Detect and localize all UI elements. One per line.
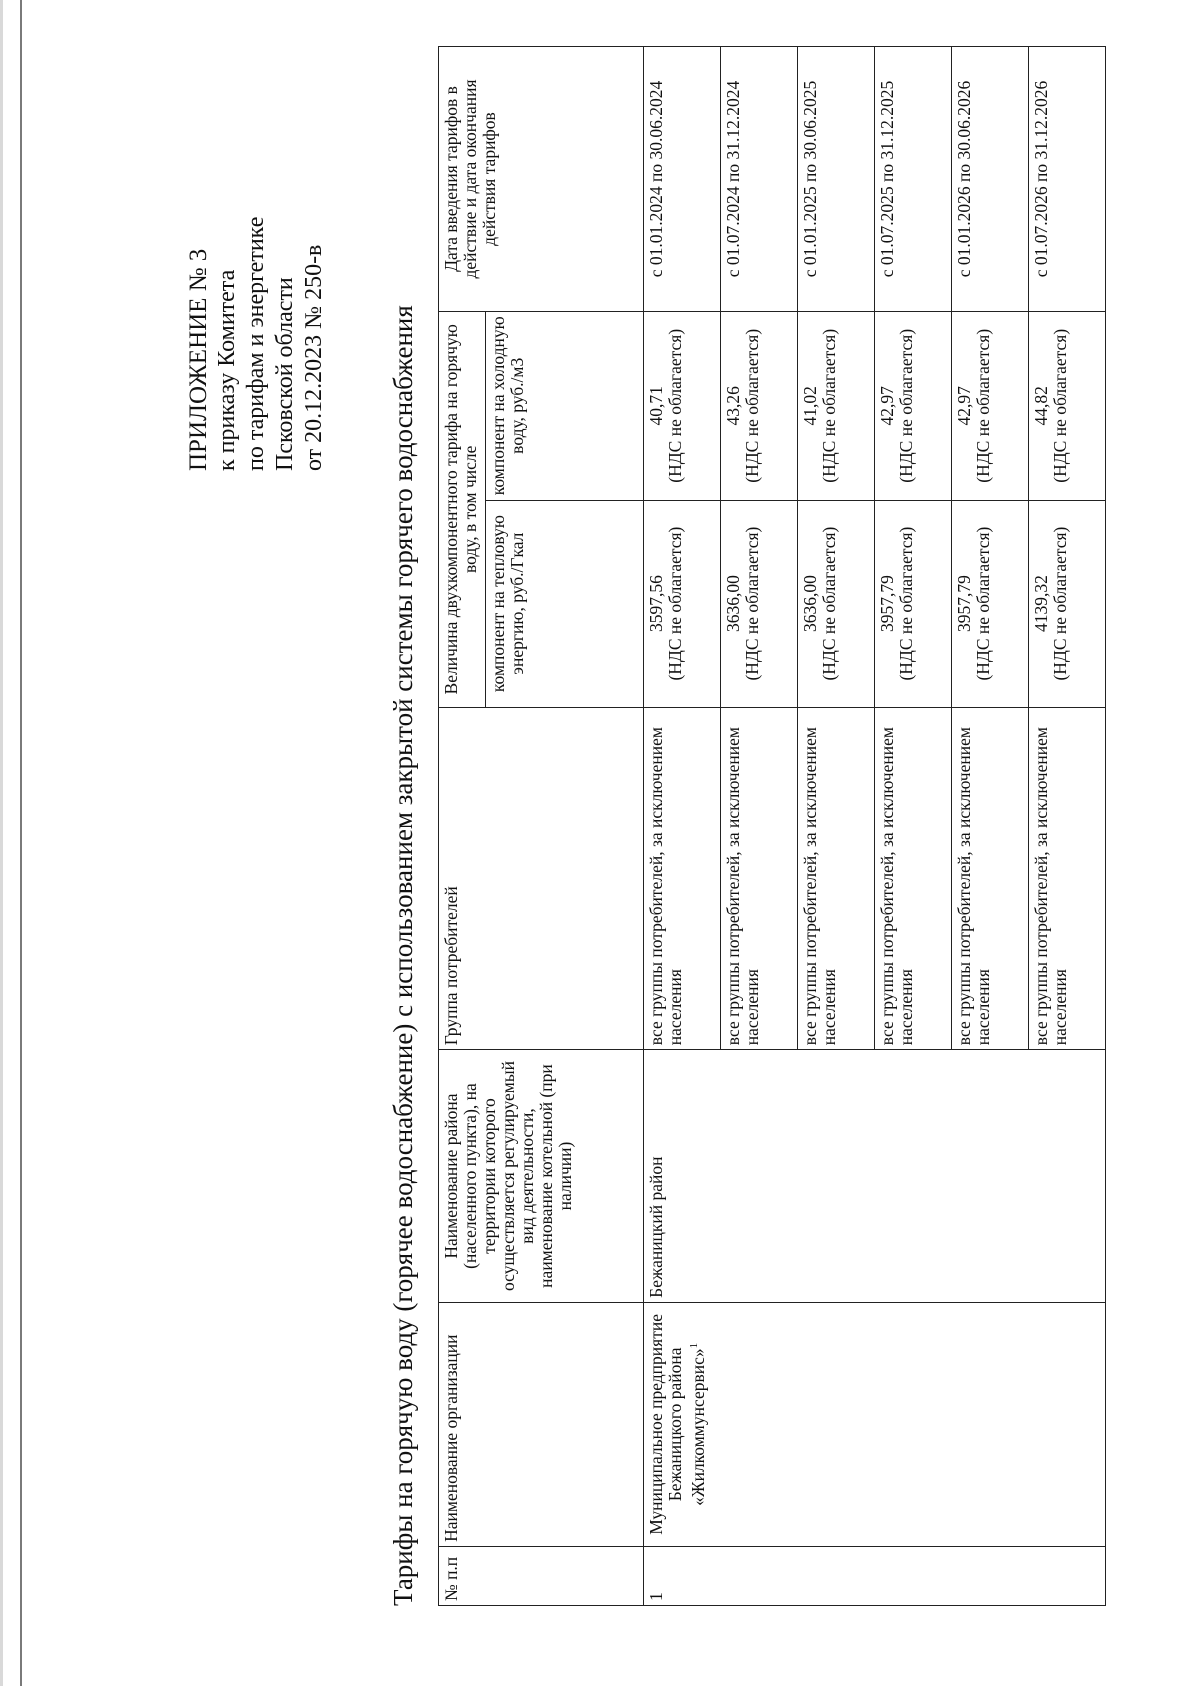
heat-vat: (НДС не облагается) xyxy=(896,526,916,681)
cell-group: все группы потребителей, за исключением населения xyxy=(798,707,875,1050)
heat-vat: (НДС не облагается) xyxy=(1050,526,1070,681)
cell-date: с 01.01.2026 по 30.06.2026 xyxy=(952,47,1029,312)
header-heat: компонент на тепловую энергию, руб./Гкал xyxy=(486,500,644,707)
cell-cold xyxy=(875,312,952,501)
cell-group: все группы потребителей, за исключением населения xyxy=(952,707,1029,1050)
cell-heat xyxy=(644,500,721,707)
appendix-line-4: Псковской области xyxy=(272,277,298,471)
document-title: Тарифы на горячую воду (горячее водоснабжение) с использованием закрытой системы горячего водоснабжения xyxy=(388,305,418,1606)
cold-vat: (НДС не облагается) xyxy=(742,328,762,483)
cold-value: 40,71 xyxy=(646,386,666,426)
appendix-title: ПРИЛОЖЕНИЕ № 3 xyxy=(185,248,212,471)
appendix-line-3: по тарифам и энергетике xyxy=(243,216,269,471)
header-cold: компонент на холодную воду, руб./м3 xyxy=(486,312,644,501)
cell-group: все группы потребителей, за исключением населения xyxy=(875,707,952,1050)
cold-value: 43,26 xyxy=(723,386,743,426)
cold-value: 41,02 xyxy=(800,386,820,426)
heat-vat: (НДС не облагается) xyxy=(973,526,993,681)
cell-org xyxy=(644,1302,1106,1546)
cell-heat xyxy=(1029,500,1106,707)
header-num: № п.п xyxy=(439,1546,644,1605)
cell-date: с 01.07.2026 по 31.12.2026 xyxy=(1029,47,1106,312)
cold-vat: (НДС не облагается) xyxy=(665,328,685,483)
cell-cold xyxy=(644,312,721,501)
header-org: Наименование организации xyxy=(439,1302,644,1546)
cold-vat: (НДС не облагается) xyxy=(973,328,993,483)
cell-group: все группы потребителей, за исключением населения xyxy=(721,707,798,1050)
header-district: Наименование района (населенного пункта), на территории которого осуществляется регулируемый вид деятельности, наименование котельной (при наличии) xyxy=(439,1050,644,1303)
heat-value: 3957,79 xyxy=(954,575,974,633)
appendix-line-5: от 20.12.2023 № 250-в xyxy=(301,244,327,471)
table-row xyxy=(644,47,721,1606)
heat-value: 4139,32 xyxy=(1031,575,1051,633)
cell-heat xyxy=(875,500,952,707)
org-footnote: 1 xyxy=(688,1342,700,1349)
heat-value: 3957,79 xyxy=(877,575,897,633)
cell-num: 1 xyxy=(644,1546,1106,1605)
heat-value: 3636,00 xyxy=(800,575,820,633)
heat-value: 3597,56 xyxy=(646,575,666,633)
appendix-line-2: к приказу Комитета xyxy=(214,269,240,471)
heat-vat: (НДС не облагается) xyxy=(742,526,762,681)
cell-cold xyxy=(1029,312,1106,501)
appendix-block xyxy=(184,71,329,471)
tariff-table xyxy=(438,46,1106,1606)
cell-cold xyxy=(952,312,1029,501)
header-row-1 xyxy=(439,47,486,1606)
cold-vat: (НДС не облагается) xyxy=(896,328,916,483)
cell-district: Бежаницкий район xyxy=(644,1050,1106,1303)
cell-date: с 01.07.2025 по 31.12.2025 xyxy=(875,47,952,312)
cell-heat xyxy=(798,500,875,707)
heat-vat: (НДС не облагается) xyxy=(819,526,839,681)
cold-value: 42,97 xyxy=(877,386,897,426)
cold-value: 44,82 xyxy=(1031,386,1051,426)
cell-date: с 01.01.2024 по 30.06.2024 xyxy=(644,47,721,312)
heat-value: 3636,00 xyxy=(723,575,743,633)
cell-cold xyxy=(798,312,875,501)
cold-vat: (НДС не облагается) xyxy=(819,328,839,483)
cold-value: 42,97 xyxy=(954,386,974,426)
cell-date: с 01.07.2024 по 31.12.2024 xyxy=(721,47,798,312)
header-group: Группа потребителей xyxy=(439,707,644,1050)
cell-group: все группы потребителей, за исключением населения xyxy=(644,707,721,1050)
cell-cold xyxy=(721,312,798,501)
cell-heat xyxy=(721,500,798,707)
cell-heat xyxy=(952,500,1029,707)
cold-vat: (НДС не облагается) xyxy=(1050,328,1070,483)
cell-date: с 01.01.2025 по 30.06.2025 xyxy=(798,47,875,312)
header-date: Дата введения тарифов в действие и дата окончания действия тарифов xyxy=(439,47,644,312)
cell-group: все группы потребителей, за исключением населения xyxy=(1029,707,1106,1050)
header-tariff: Величина двухкомпонентного тарифа на горячую воду, в том числе xyxy=(439,312,486,708)
org-name: Муниципальное предприятие Бежаницкого района «Жилкоммунсервис» xyxy=(646,1314,708,1535)
heat-vat: (НДС не облагается) xyxy=(665,526,685,681)
